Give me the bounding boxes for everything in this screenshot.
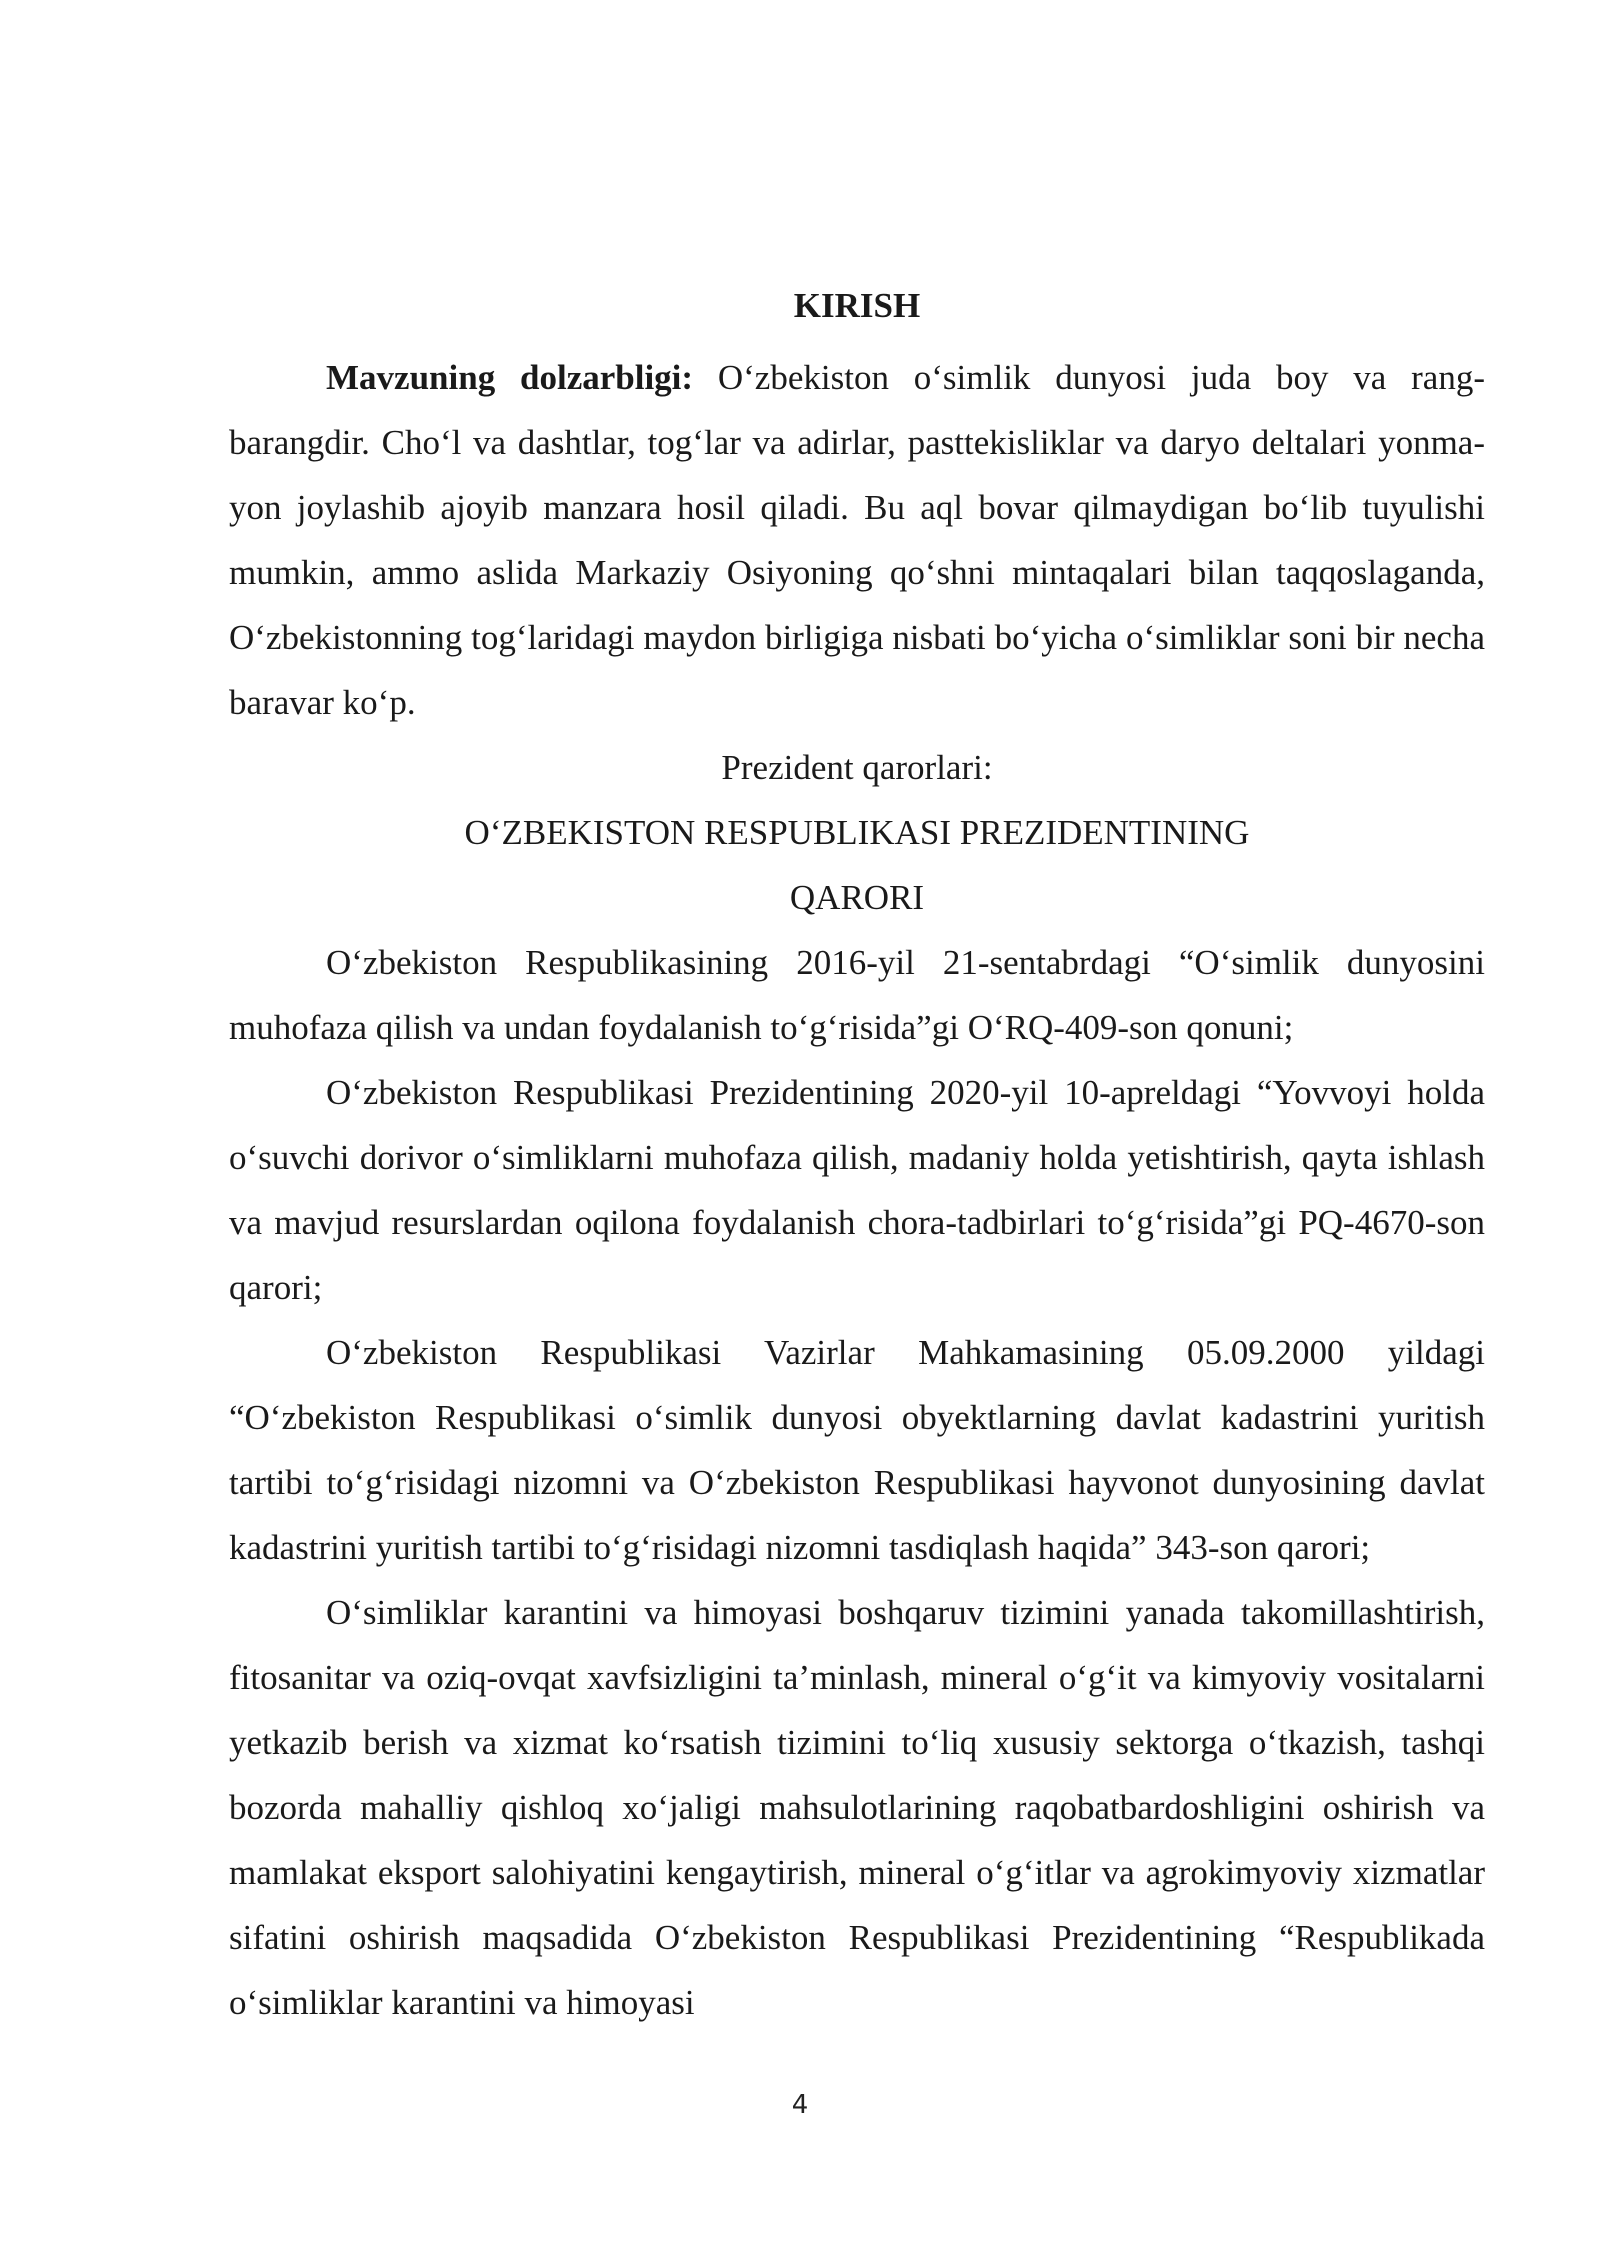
law-paragraph-3: O‘zbekiston Respublikasi Vazirlar Mahkamasining 05.09.2000 yildagi “O‘zbekiston Respublikasi o‘simlik dunyosi obyektlarning davlat kadastrini yuritish tartibi to‘g‘risidagi nizomni va O‘zbekiston Respublikasi hayvonot dunyosining davlat kadastrini yuritish tartibi to‘g‘risidagi nizomni tasdiqlash haqida” 343-son qarori; <box>229 1333 1485 1567</box>
law-paragraph-4: O‘simliklar karantini va himoyasi boshqaruv tizimini yanada takomillashtirish, fitosanitar va oziq-ovqat xavfsizligini ta’minlash, mineral o‘g‘it va kimyoviy vositalarni yetkazib berish va xizmat ko‘rsatish tizimini to‘liq xususiy sektorga o‘tkazish, tashqi bozorda mahalliy qishloq xo‘jaligi mahsulotlarining raqobatbardoshligini oshirish va mamlakat eksport salohiyatini kengaytirish, mineral o‘g‘itlar va agrokimyoviy xizmatlar sifatini oshirish maqsadida O‘zbekiston Respublikasi Prezidentining “Respublikada o‘simliklar karantini va himoyasi <box>229 1593 1485 2022</box>
intro-text: O‘zbekiston o‘simlik dunyosi juda boy va rang-barangdir. Cho‘l va dashtlar, tog‘lar va adirlar, pasttekisliklar va daryo deltalari yonma-yon joylashib ajoyib manzara hosil qiladi. Bu aql bovar qilmaydigan bo‘lib tuyulishi mumkin, ammo aslida Markaziy Osiyoning qo‘shni mintaqalari bilan taqqoslaganda, O‘zbekistonning tog‘laridagi maydon birligiga nisbati bo‘yicha o‘simliklar soni bir necha baravar ko‘p. <box>229 358 1485 722</box>
decree-title-line2: QARORI <box>789 878 925 917</box>
law-paragraph-1: O‘zbekiston Respublikasining 2016-yil 21-sentabrdagi “O‘simlik dunyosini muhofaza qilish va undan foydalanish to‘g‘risida”gi O‘RQ-409-son qonuni; <box>229 943 1485 1047</box>
page-number: 4 <box>791 2090 809 2120</box>
document-page <box>229 280 1485 2035</box>
intro-paragraph <box>229 345 1485 735</box>
law-paragraph-2: O‘zbekiston Respublikasi Prezidentining 2020-yil 10-apreldagi “Yovvoyi holda o‘suvchi dorivor o‘simliklarni muhofaza qilish, madaniy holda yetishtirish, qayta ishlash va mavjud resurslardan oqilona foydalanish chora-tadbirlari to‘g‘risida”gi PQ-4670-son qarori; <box>229 1073 1485 1307</box>
section-heading: KIRISH <box>793 286 921 325</box>
decree-title-line1: O‘ZBEKISTON RESPUBLIKASI PREZIDENTINING <box>464 813 1250 852</box>
intro-lead: Mavzuning dolzarbligi: <box>326 358 694 397</box>
decrees-label: Prezident qarorlari: <box>721 748 993 787</box>
